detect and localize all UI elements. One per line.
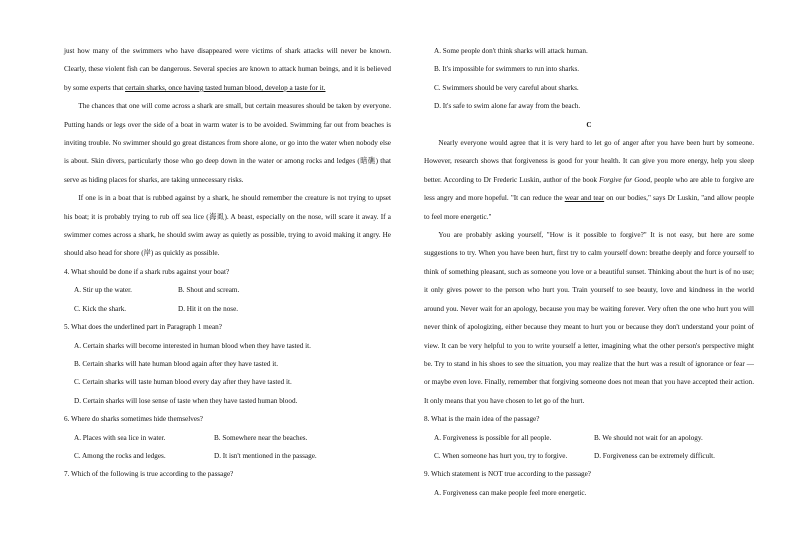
question-8-options-row-1 bbox=[424, 429, 754, 447]
q7-option-a: A. Some people don't think sharks will attack human. bbox=[434, 47, 588, 55]
right-column bbox=[424, 42, 754, 502]
question-6-options-row-2 bbox=[64, 447, 391, 465]
question-5: 5. What does the underlined part in Paragraph 1 mean? bbox=[64, 323, 222, 332]
underlined-part: certain sharks, once having tasted human blood, develop a taste for it. bbox=[125, 83, 326, 92]
q4-option-b: B. Shout and scream. bbox=[178, 286, 240, 295]
passage-c-paragraph-2: You are probably asking yourself, "How is it possible to forgive?" It is not easy, but here are some suggestions to try. When you have been hurt, first try to calm yourself down: breathe deeply and force yourself to think of something pleasant, such as someone you love or a beautiful sunset. Thinking about the hurt is of no use; it only gives power to the person who hurt you. Train yourself to see beauty, love and kindness in the world around you. Never wait for an apology, because you may be waiting forever. Very often the one who hurt you will never think of apologizing, either because they meant to hurt you or because they don't understand your point of view. It can be very helpful to you to write yourself a letter, imagining what the other person's perspective might be. Try to stand in his shoes to see the situation, you may realize that the hurt was a result of ignorance or fear — or maybe even love. Finally, remember that forgiving someone does not mean that you have accepted their action. It only means that you have chosen to let go of the hurt. bbox=[424, 231, 754, 405]
question-4: 4. What should be done if a shark rubs against your boat? bbox=[64, 267, 230, 276]
q4-option-d: D. Hit it on the nose. bbox=[178, 304, 239, 313]
q6-option-b: B. Somewhere near the beaches. bbox=[214, 433, 308, 442]
question-4-options-row-2 bbox=[64, 300, 391, 318]
q5-option-d: D. Certain sharks will lose sense of taste when they have tasted human blood. bbox=[74, 396, 298, 405]
question-8-options-row-2 bbox=[424, 447, 754, 465]
q7-option-c: C. Swimmers should be very careful about sharks. bbox=[434, 83, 579, 92]
q6-option-a: A. Places with sea lice in water. bbox=[74, 433, 166, 442]
q7-option-d: D. It's safe to swim alone far away from the beach. bbox=[434, 102, 581, 111]
question-6: 6. Where do sharks sometimes hide themselves? bbox=[64, 415, 203, 424]
q6-option-c: C. Among the rocks and ledges. bbox=[74, 451, 166, 460]
question-4-options-row-1 bbox=[64, 281, 391, 299]
q6-option-d: D. It isn't mentioned in the passage. bbox=[214, 451, 317, 460]
section-c-heading: C bbox=[586, 120, 592, 129]
q8-option-a: A. Forgiveness is possible for all people. bbox=[434, 433, 552, 442]
question-8: 8. What is the main idea of the passage? bbox=[424, 415, 540, 424]
question-9: 9. Which statement is NOT true according to the passage? bbox=[424, 470, 591, 479]
passage-b-paragraph-1: just how many of the swimmers who have disappeared were victims of shark attacks will never be known. Clearly, these violent fish can be dangerous. Several species are known to attack human beings, and it is believed by some experts that certain sharks, once having tasted human blood, develop a taste for it. bbox=[64, 47, 391, 92]
q7-option-b: B. It's impossible for swimmers to run into sharks. bbox=[434, 65, 580, 74]
left-column bbox=[64, 42, 391, 484]
q8-option-b: B. We should not wait for an apology. bbox=[594, 433, 703, 442]
q8-option-c: C. When someone has hurt you, try to forgive. bbox=[434, 451, 568, 460]
question-6-options-row-1 bbox=[64, 429, 391, 447]
q5-option-a: A. Certain sharks will become interested in human blood when they have tasted it. bbox=[74, 341, 311, 350]
question-7: 7. Which of the following is true according to the passage? bbox=[64, 470, 234, 479]
passage-c-paragraph-1: Nearly everyone would agree that it is very hard to let go of anger after you have been hurt by someone. However, research shows that forgiveness is good for your health. It can give you more energy, help you sleep better. According to Dr Frederic Luskin, author of the book Forgive for Good, people who are able to forgive are less angry and more hopeful. "It can reduce the wear and tear on our bodies," says Dr Luskin, "and allow people to feel more energetic." bbox=[424, 139, 754, 221]
q4-option-c: C. Kick the shark. bbox=[74, 304, 127, 313]
passage-b-paragraph-2: The chances that one will come across a shark are small, but certain measures should be taken by everyone. Putting hands or legs over the side of a boat in warm water is to be avoided. Swimming far out from beaches is inviting trouble. No swimmer should go great distances from shore alone, or go into the water when nobody else is about. Skin divers, particularly those who go deep down in the water or among rocks and ledges (暗礁) that serve as hiding places for sharks, are taking unnecessary risks. bbox=[64, 102, 391, 184]
q5-option-b: B. Certain sharks will hate human blood again after they have tasted it. bbox=[74, 359, 278, 368]
book-title: Forgive for Good bbox=[599, 175, 651, 184]
underlined-phrase: wear and tear bbox=[564, 194, 605, 203]
passage-b-paragraph-3: If one is in a boat that is rubbed against by a shark, he should remember the creature is not trying to upset his boat; it is probably trying to rub off sea lice (海虱). A beast, especially on the nose, will scare it away. If a swimmer comes across a shark, he should swim away as quietly as possible, trying to avoid making it angry. He should also head for shore (岸) as quickly as possible. bbox=[64, 194, 391, 258]
q5-option-c: C. Certain sharks will taste human blood every day after they have tasted it. bbox=[74, 378, 292, 387]
q9-option-a: A. Forgiveness can make people feel more energetic. bbox=[434, 488, 587, 497]
q8-option-d: D. Forgiveness can be extremely difficult. bbox=[594, 451, 715, 460]
q4-option-a: A. Stir up the water. bbox=[74, 286, 132, 295]
